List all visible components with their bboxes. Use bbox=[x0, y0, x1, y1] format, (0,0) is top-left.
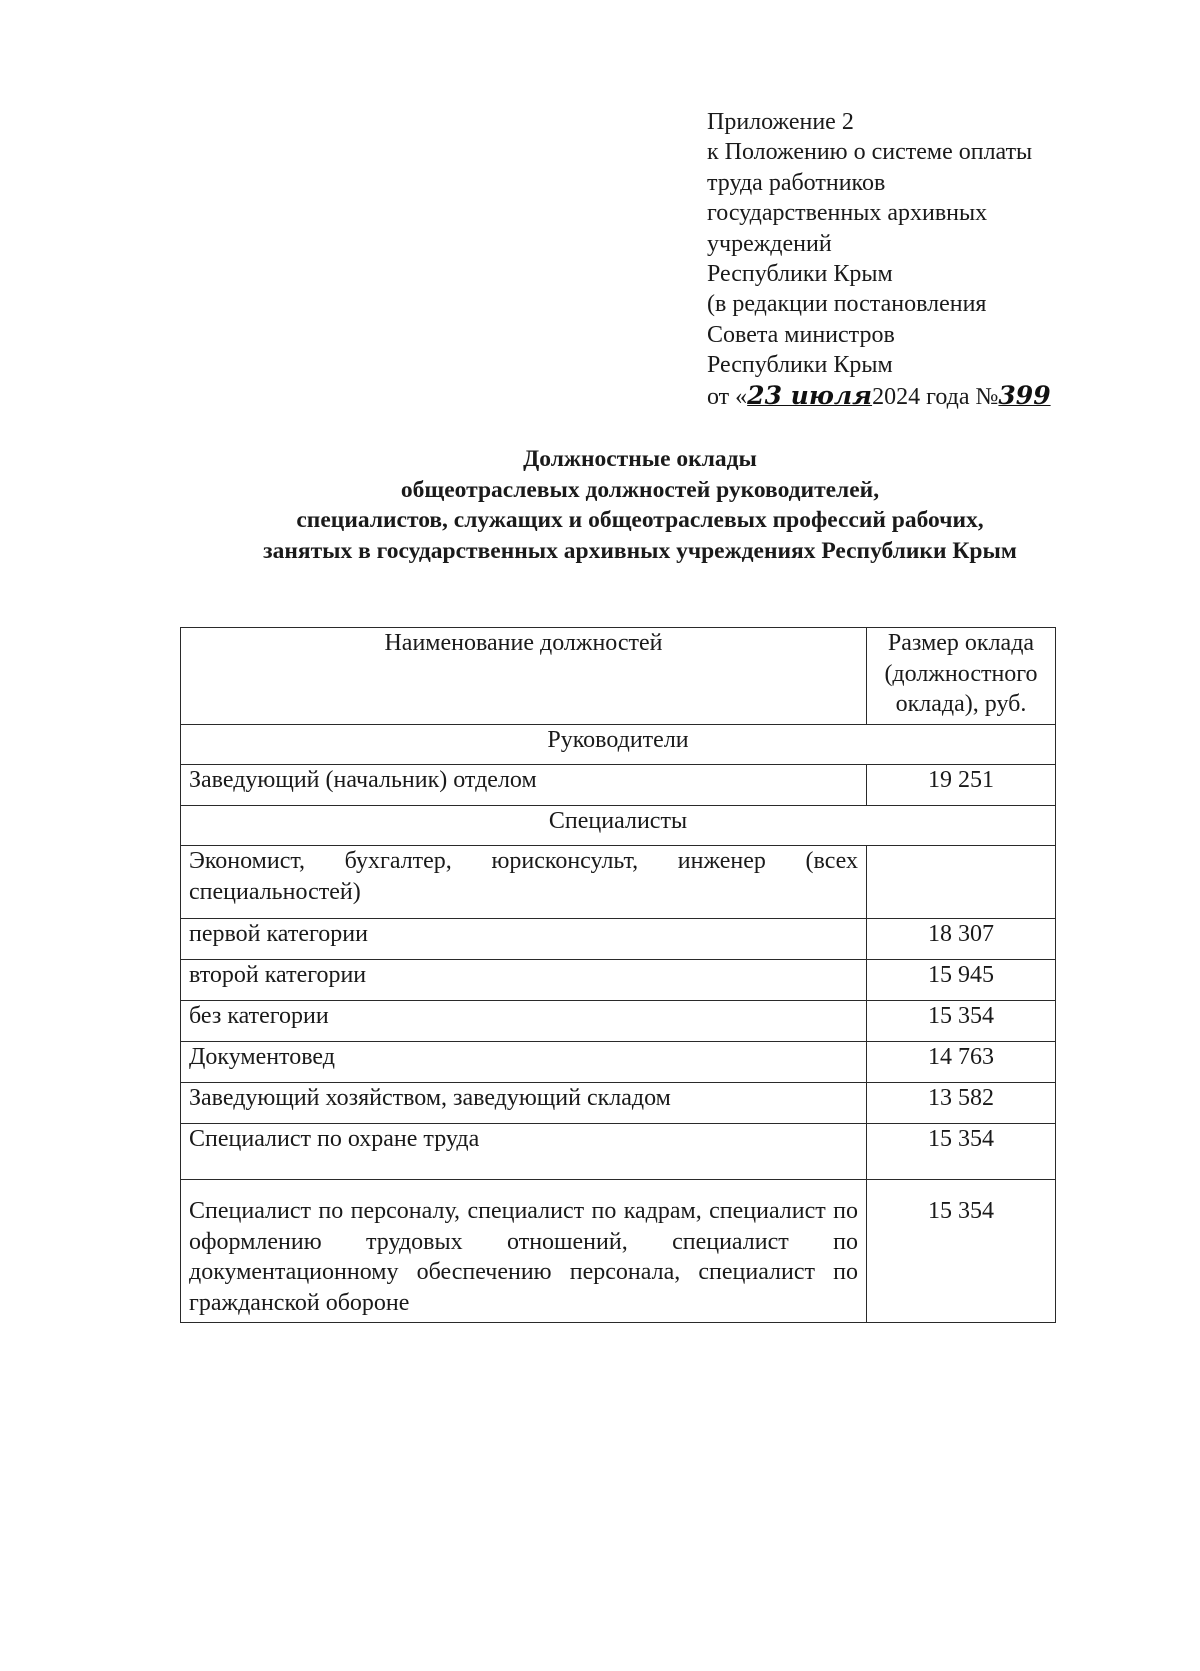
position-name: Специалист по охране труда bbox=[181, 1124, 867, 1180]
appendix-line: к Положению о системе оплаты bbox=[707, 139, 1033, 166]
table-row bbox=[181, 765, 1056, 806]
position-name: первой категории bbox=[181, 919, 867, 960]
appendix-line: учреждений bbox=[707, 230, 832, 257]
handwritten-date: 23 июля bbox=[747, 380, 873, 410]
position-name: Экономист, бухгалтер, юрисконсульт, инженер (всех специальностей) bbox=[181, 846, 867, 919]
salary-amount: 15 354 bbox=[867, 1124, 1056, 1180]
table-row bbox=[181, 1083, 1056, 1124]
position-name: Специалист по персоналу, специалист по кадрам, специалист по оформлению трудовых отношений, специалист по документационному обеспечению персонала, специалист по гражданской обороне bbox=[181, 1180, 867, 1323]
appendix-line: государственных архивных bbox=[707, 200, 988, 227]
title-line: общеотраслевых должностей руководителей, bbox=[400, 476, 880, 503]
appendix-note bbox=[707, 107, 1167, 412]
appendix-line: Приложение 2 bbox=[707, 109, 854, 135]
table-row bbox=[181, 846, 1056, 919]
title-line: Должностные оклады bbox=[523, 446, 757, 472]
handwritten-number: 399 bbox=[998, 380, 1051, 410]
header-salary-amount: Размер оклада (должностного оклада), руб. bbox=[867, 628, 1056, 725]
table-row bbox=[181, 1180, 1056, 1323]
position-name: Заведующий хозяйством, заведующий складом bbox=[181, 1083, 867, 1124]
header-row bbox=[181, 628, 1056, 725]
position-name: Документовед bbox=[181, 1042, 867, 1083]
appendix-line: Совета министров bbox=[707, 321, 895, 348]
table-row bbox=[181, 1124, 1056, 1180]
salary-amount: 19 251 bbox=[867, 765, 1056, 806]
document-title bbox=[150, 444, 1130, 566]
salary-amount: 15 354 bbox=[867, 1001, 1056, 1042]
title-line: занятых в государственных архивных учреждениях Республики Крым bbox=[263, 537, 1017, 564]
appendix-line: труда работников bbox=[707, 169, 886, 196]
salary-amount: 14 763 bbox=[867, 1042, 1056, 1083]
salary-amount: 13 582 bbox=[867, 1083, 1056, 1124]
section-row bbox=[181, 725, 1056, 765]
header-position-name: Наименование должностей bbox=[181, 628, 867, 725]
section-managers: Руководители bbox=[181, 725, 1056, 765]
position-name: без категории bbox=[181, 1001, 867, 1042]
salary-amount bbox=[867, 846, 1056, 919]
salary-amount: 15 945 bbox=[867, 960, 1056, 1001]
table-row bbox=[181, 1001, 1056, 1042]
date-year: 2024 года № bbox=[872, 383, 999, 410]
section-specialists: Специалисты bbox=[181, 806, 1056, 846]
appendix-line: (в редакции постановления bbox=[707, 291, 987, 318]
salary-amount: 15 354 bbox=[867, 1180, 1056, 1323]
date-prefix: от « bbox=[707, 383, 748, 410]
title-line: специалистов, служащих и общеотраслевых профессий рабочих, bbox=[296, 507, 984, 533]
salary-amount: 18 307 bbox=[867, 919, 1056, 960]
table-row bbox=[181, 960, 1056, 1001]
table-row bbox=[181, 919, 1056, 960]
appendix-line: Республики Крым bbox=[707, 261, 893, 288]
appendix-line: Республики Крым bbox=[707, 352, 893, 379]
salary-table bbox=[180, 627, 1056, 1323]
position-name: второй категории bbox=[181, 960, 867, 1001]
section-row bbox=[181, 806, 1056, 846]
appendix-date-line bbox=[707, 381, 1167, 412]
table-row bbox=[181, 1042, 1056, 1083]
position-name: Заведующий (начальник) отделом bbox=[181, 765, 867, 806]
